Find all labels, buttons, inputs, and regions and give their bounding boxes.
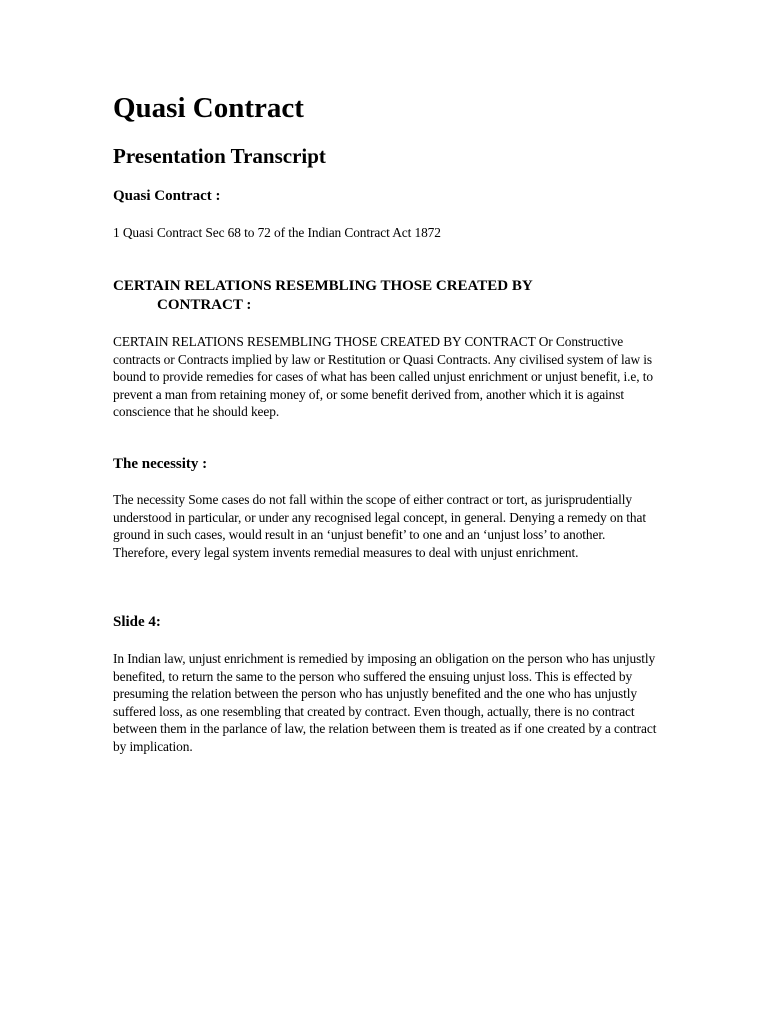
section-heading-slide-4: Slide 4:	[113, 614, 161, 630]
section-heading-necessity: The necessity :	[113, 456, 208, 472]
section-heading-certain-relations	[113, 277, 658, 315]
section-body-quasi-contract: 1 Quasi Contract Sec 68 to 72 of the Indian Contract Act 1872	[113, 225, 441, 240]
section-body-necessity: The necessity Some cases do not fall within the scope of either contract or tort, as jurisprudentially understood in particular, or under any recognised legal concept, in general. Denying a remedy on that ground in such cases, would result in an ‘unjust benefit’ to one and an ‘unjust loss’ to another. Therefore, every legal system invents remedial measures to deal with unjust enrichment.	[113, 492, 646, 560]
section-body-certain-relations: CERTAIN RELATIONS RESEMBLING THOSE CREATED BY CONTRACT Or Constructive contracts or Contracts implied by law or Restitution or Quasi Contracts. Any civilised system of law is bound to provide remedies for cases of what has been called unjust enrichment or unjust benefit, i.e, to prevent a man from retaining money of, or some benefit derived from, another which it is against conscience that he should keep.	[113, 334, 653, 419]
section-heading-certain-relations-line2: CONTRACT :	[157, 297, 252, 313]
section-heading-certain-relations-line1: CERTAIN RELATIONS RESEMBLING THOSE CREATED BY	[113, 278, 533, 294]
document-subtitle: Presentation Transcript	[113, 144, 326, 168]
section-body-slide-4: In Indian law, unjust enrichment is remedied by imposing an obligation on the person who has unjustly benefited, to return the same to the person who suffered the ensuing unjust loss. This is effected by presuming the relation between the person who has unjustly benefited and the one who has unjustly suffered loss, as one resembling that created by contract. Even though, actually, there is no contract between them in the parlance of law, the relation between them is treated as if one created by a contract by implication.	[113, 651, 657, 754]
document-title: Quasi Contract	[113, 92, 304, 124]
section-heading-quasi-contract: Quasi Contract :	[113, 188, 221, 204]
